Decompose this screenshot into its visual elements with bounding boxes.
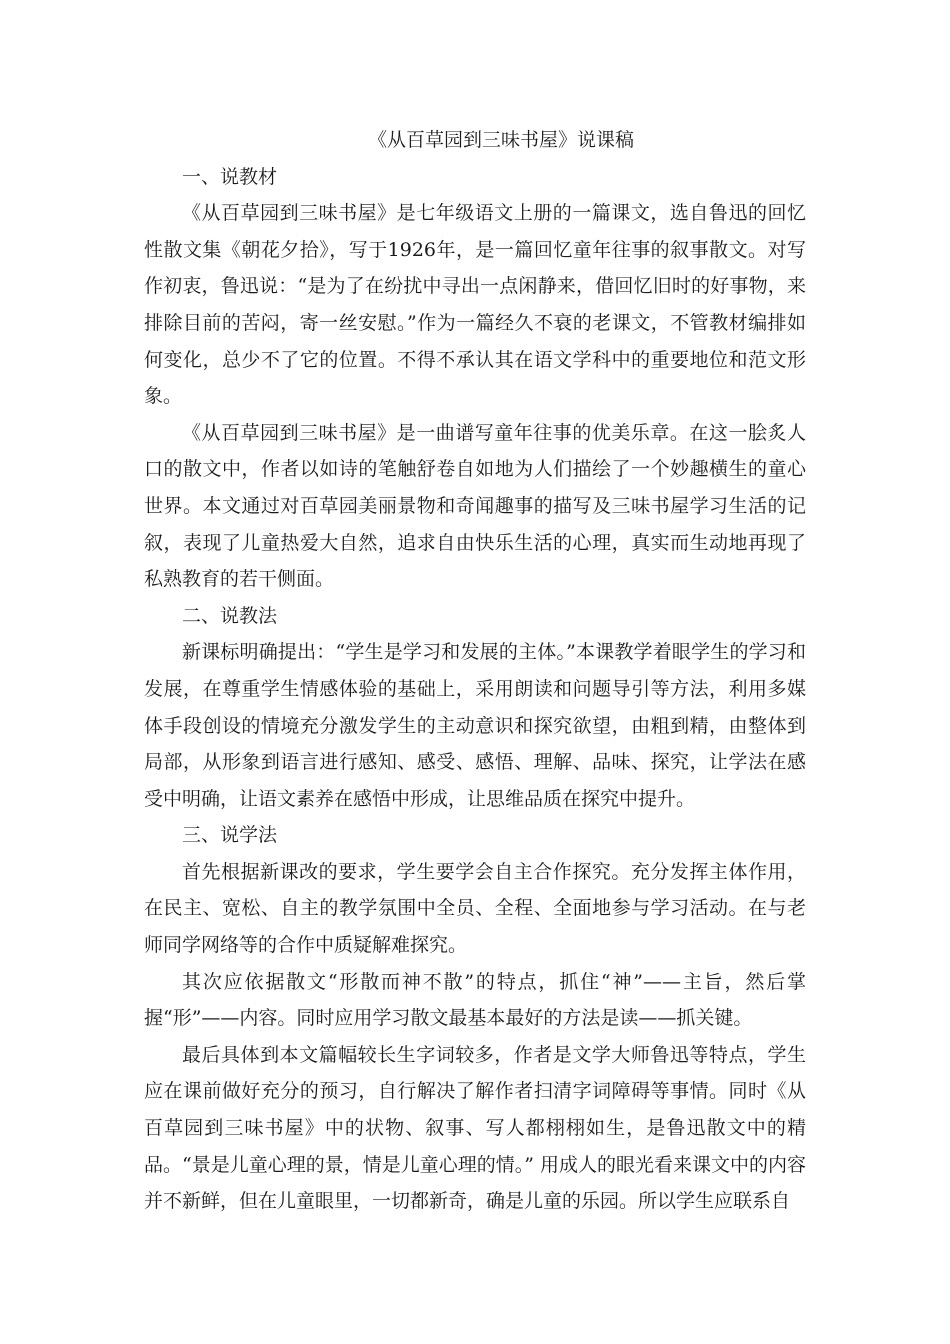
paragraph: 《从百草园到三味书屋》是一曲谱写童年往事的优美乐章。在这一脍炙人口的散文中，作者以如诗的笔触舒卷自如地为人们描绘了一个妙趣横生的童心世界。本文通过对百草园美丽景物和奇闻趣事的描写及三味书屋学习生活的记叙，表现了儿童热爱大自然，追求自由快乐生活的心理，真实而生动地再现了私熟教育的若干侧面。 <box>144 421 806 591</box>
section-heading: 二、说教法 <box>182 604 278 627</box>
section-heading: 一、说教材 <box>182 165 278 188</box>
paragraph: 《从百草园到三味书屋》是七年级语文上册的一篇课文，选自鲁迅的回忆性散文集《朝花夕拾》，写于1926年，是一篇回忆童年往事的叙事散文。对写作初衷，鲁迅说：“是为了在纷扰中寻出一点闲静来，借回忆旧时的好事物，来排除目前的苦闷，寄一丝安慰。”作为一篇经久不衰的老课文，不管教材编排如何变化，总少不了它的位置。不得不承认其在语文学科中的重要地位和范文形象。 <box>144 202 806 408</box>
section-teaching-method <box>144 598 806 818</box>
paragraph: 其次应依据散文“形散而神不散”的特点，抓住“神”——主旨，然后掌握“形”——内容。同时应用学习散文最基本最好的方法是读——抓关键。 <box>144 970 806 1030</box>
document-body <box>144 122 806 1220</box>
section-heading: 三、说学法 <box>182 824 278 847</box>
section-teaching-material <box>144 159 806 598</box>
paragraph: 最后具体到本文篇幅较长生字词较多，作者是文学大师鲁迅等特点，学生应在课前做好充分的预习，自行解决了解作者扫清字词障碍等事情。同时《从百草园到三味书屋》中的状物、叙事、写人都栩栩如生，是鲁迅散文中的精品。“景是儿童心理的景，情是儿童心理的情。” 用成人的眼光看来课文中的内容并不新鲜，但在儿童眼里，一切都新奇，确是儿童的乐园。所以学生应联系自 <box>144 1043 806 1213</box>
paragraph: 新课标明确提出：“学生是学习和发展的主体。”本课教学着眼学生的学习和发展，在尊重学生情感体验的基础上，采用朗读和问题导引等方法，利用多媒体手段创设的情境充分激发学生的主动意识和探究欲望，由粗到精，由整体到局部，从形象到语言进行感知、感受、感悟、理解、品味、探究，让学法在感受中明确，让语文素养在感悟中形成，让思维品质在探究中提升。 <box>144 641 806 810</box>
paragraph: 首先根据新课改的要求，学生要学会自主合作探究。充分发挥主体作用，在民主、宽松、自主的教学氛围中全员、全程、全面地参与学习活动。在与老师同学网络等的合作中质疑解难探究。 <box>144 860 806 957</box>
page-title: 《从百草园到三味书屋》说课稿 <box>367 129 634 151</box>
section-learning-method <box>144 817 806 1220</box>
